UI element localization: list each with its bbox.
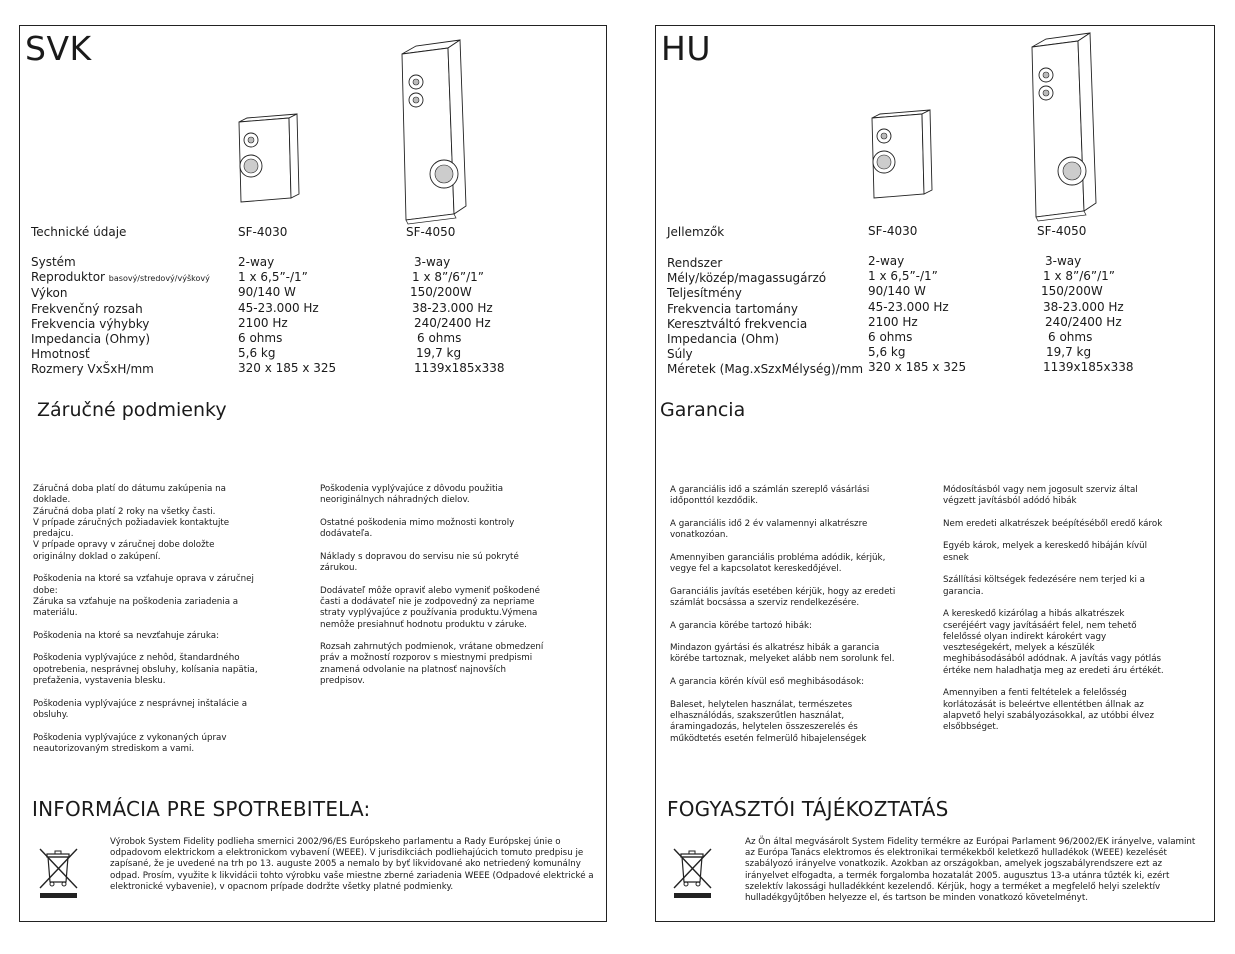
spec-value: 1 x 6,5”-/1”: [238, 270, 308, 285]
spec-value: 240/2400 Hz: [414, 315, 491, 330]
model-sf4050-header: SF-4050: [1037, 224, 1087, 238]
spec-value: 5,6 kg: [238, 346, 276, 361]
spec-values-sf4030: [238, 255, 336, 377]
spec-label: Mély/közép/magassugárzó: [667, 271, 827, 286]
spec-label: Teljesítmény: [667, 286, 742, 301]
spec-value: 6 ohms: [238, 331, 283, 346]
spec-label: Frekvencia výhybky: [31, 316, 150, 331]
spec-value: 2100 Hz: [868, 314, 918, 329]
warranty-left-column: [670, 485, 896, 756]
spec-value: 2-way: [868, 254, 905, 268]
spec-label: Systém: [31, 255, 76, 269]
spec-values-sf4050: [412, 255, 505, 377]
spec-label: Impedancia (Ohmy): [31, 332, 151, 347]
spec-label: Výkon: [31, 286, 68, 301]
warranty-paragraph: Záručná doba platí do dátumu zakúpenia na doklade. Záručná doba platí 2 roky na všetky časti. V prípade záručných požiadaviek kontaktujte predajcu. V prípade opravy v záručnej dobe doložte originálny doklad o zakúpení.: [33, 484, 230, 562]
spec-value: 320 x 185 x 325: [868, 360, 967, 375]
bookshelf-speaker-illustration: [868, 108, 933, 198]
weee-bin-icon: [671, 846, 715, 900]
spec-label: Méretek (Mag.xSzxMélység)/mm: [667, 362, 864, 377]
spec-value: 1139x185x338: [1043, 360, 1134, 375]
warranty-paragraph: Poškodenia vyplývajúce z nehôd, štandardného opotrebenia, nesprávnej obsluhy, kolísania napätia, preťaženia, vystavenia blesku.: [33, 653, 258, 687]
spec-label: Reproduktor: [31, 270, 105, 285]
model-sf4050-header: SF-4050: [406, 225, 456, 239]
model-sf4030-header: SF-4030: [238, 225, 288, 239]
warranty-paragraph: Poškodenia na ktoré sa vzťahuje oprava v záručnej dobe: Záruka sa vzťahuje na poškodenia zariadenia a materiálu.: [33, 574, 254, 619]
spec-value: 150/200W: [410, 285, 472, 300]
spec-value: 1 x 8”/6”/1”: [412, 270, 485, 285]
warranty-title: Garancia: [660, 399, 746, 421]
spec-label: Rendszer: [667, 256, 723, 270]
spec-value: 5,6 kg: [868, 345, 906, 360]
spec-value: 240/2400 Hz: [1045, 314, 1122, 329]
spec-value: 3-way: [414, 255, 451, 269]
warranty-paragraph: Rozsah zahrnutých podmienok, vrátane obmedzení práv a možností rozporov s miestnymi predpismi znamená odvolanie na platnosť najnovších predpisov.: [320, 642, 544, 687]
model-sf4030-header: SF-4030: [868, 224, 918, 238]
warranty-right-column: [320, 484, 552, 699]
warranty-paragraph: Poškodenia na ktoré sa nevzťahuje záruka:: [33, 630, 220, 641]
warranty-paragraph: Náklady s dopravou do servisu nie sú pokryté zárukou.: [320, 551, 519, 574]
warranty-paragraph: Módosításból vagy nem jogosult szerviz által végzett javításból adódó hibák: [943, 485, 1138, 507]
spec-value: 6 ohms: [417, 331, 462, 346]
warranty-paragraph: A garancia körébe tartozó hibák:: [670, 620, 812, 631]
warranty-paragraph: Szállítási költségek fedezésére nem terjed ki a garancia.: [943, 575, 1145, 597]
consumer-info-title: FOGYASZTÓI TÁJÉKOZTATÁS: [667, 797, 949, 821]
spec-label: Rozmery VxŠxH/mm: [31, 362, 154, 377]
spec-label-note: basový/stredový/výškový: [108, 274, 210, 284]
spec-value: 320 x 185 x 325: [238, 361, 337, 376]
spec-value: 2-way: [238, 255, 275, 269]
language-code: HU: [661, 29, 711, 68]
spec-value: 19,7 kg: [416, 346, 462, 361]
warranty-paragraph: Amennyiben a fenti feltételek a felelősség korlátozását is beleértve ellentétben állnak az alapvető helyi szabályozásokkal, az utóbbi élvez elsőbbséget.: [943, 688, 1155, 733]
svk-panel: [19, 25, 607, 922]
spec-value: 90/140 W: [238, 285, 296, 300]
spec-value: 2100 Hz: [238, 315, 288, 330]
bookshelf-speaker-illustration: [235, 112, 300, 202]
language-code: SVK: [25, 29, 92, 68]
spec-labels: [667, 256, 863, 378]
spec-label: Súly: [667, 347, 693, 362]
consumer-info-title: INFORMÁCIA PRE SPOTREBITELA:: [32, 797, 371, 821]
spec-value: 38-23.000 Hz: [412, 300, 493, 315]
spec-value: 1 x 8”/6”/1”: [1043, 269, 1116, 284]
warranty-right-column: [943, 485, 1168, 745]
warranty-title: Záručné podmienky: [37, 399, 227, 421]
spec-title: Jellemzők: [667, 225, 725, 239]
spec-values-sf4050: [1043, 254, 1134, 376]
warranty-paragraph: A garanciális idő 2 év valamennyi alkatrészre vonatkozóan.: [670, 518, 868, 541]
spec-value: 3-way: [1045, 254, 1082, 268]
spec-label: Hmotnosť: [31, 347, 90, 362]
warranty-paragraph: Baleset, helytelen használat, természetes elhasználódás, szakszerűtlen használat, áramingadozás, helytelen összeszerelés és működtetés esetén felmerülő hibajelenségek: [670, 699, 867, 744]
weee-bin-icon: [37, 846, 81, 900]
spec-label: Frekvencia tartomány: [667, 301, 799, 316]
spec-labels: [31, 255, 210, 378]
spec-value: 90/140 W: [868, 284, 926, 299]
consumer-info-text: Výrobok System Fidelity podlieha smernici 2002/96/ES Európskeho parlamentu a Rady Európskej únie o odpadovom elektrickom a elektronickom vybavení (WEEE). V jurisdikciách podliehajúcich tomuto predpisu je zapísané, že je uvedené na trh po 13. auguste 2005 a nemalo by byť likvidované ako netriedený komunálny odpad. Prosím, využite k likvidácii tohto výrobku vaše miestne zberné zariadenia WEEE (Odpadové elektrické a elektronické vybavenie), v opacnom prípade dodržte všetky platné podmienky.: [110, 837, 594, 892]
consumer-info-text: Az Ön által megvásárolt System Fidelity termékre az Európai Parlament 96/2002/EK irányelve, valamint az Európa Tanács elektromos és elektronikai termékekből keletkező hulladékok (WEEE) kezelését szabályozó irányelve vonatkozik. Azokban az országokban, amelyek jogszabályrendszere ezt az irányelvet elfogadta, a termék forgalomba hozatalát 2005. augusztus 13-a utánra tűzték ki, ezért szelektív lakossági hulladékként kezelendő. Kérjük, hogy a terméket a megfelelő helyi szelektív hulladékgyűjtőben helyezze el, és tartson be minden vonatkozó követelményt.: [745, 837, 1196, 904]
warranty-paragraph: Egyéb károk, melyek a kereskedő hibáján kívül esnek: [943, 541, 1148, 563]
spec-value: 38-23.000 Hz: [1043, 299, 1124, 314]
spec-title: Technické údaje: [31, 225, 127, 239]
tower-speaker-illustration: [400, 38, 470, 222]
warranty-paragraph: A garancia körén kívül eső meghibásodások:: [670, 677, 865, 688]
warranty-paragraph: Nem eredeti alkatrészek beépítéséből eredő károk: [943, 518, 1163, 529]
warranty-paragraph: Poškodenia vyplývajúce z vykonaných úprav neautorizovaným strediskom a vami.: [33, 732, 227, 754]
hu-panel: [655, 25, 1215, 922]
warranty-paragraph: A kereskedő kizárólag a hibás alkatrészek cseréjéért vagy javításáért felel, nem tehető felelőssé olyan indirekt károkért vagy veszteségekért, melyek a készülék meghibásodásából adódnak. A javítás vagy pótlás értéke nem haladhatja meg az eredeti áru értékét.: [943, 609, 1164, 676]
spec-values-sf4030: [868, 254, 966, 376]
spec-label-row: [31, 270, 210, 286]
warranty-paragraph: A garanciális idő a számlán szereplő vásárlási időponttól kezdődik.: [670, 485, 870, 507]
spec-value: 6 ohms: [868, 330, 913, 345]
spec-value: 1 x 6,5”-/1”: [868, 269, 938, 284]
warranty-paragraph: Mindazon gyártási és alkatrész hibák a garancia körébe tartoznak, melyeket alább nem sorolunk fel.: [670, 643, 895, 665]
spec-value: 19,7 kg: [1046, 345, 1092, 360]
spec-label: Frekvenčný rozsah: [31, 301, 143, 316]
spec-label: Keresztváltó frekvencia: [667, 316, 808, 331]
spec-label: Impedancia (Ohm): [667, 332, 780, 347]
spec-value: 1139x185x338: [414, 361, 505, 376]
spec-value: 45-23.000 Hz: [868, 299, 949, 314]
warranty-paragraph: Dodávateľ môže opraviť alebo vymeniť poškodené časti a dodávateľ nie je zodpovedný za nepriame straty vyplývajúce z používania produktu.Výmena nemôže presiahnuť hodnotu produktu v záruke.: [320, 585, 540, 630]
warranty-paragraph: Garanciális javítás esetében kérjük, hogy az eredeti számlát bocsássa a szerviz rendelkezésére.: [670, 586, 896, 608]
warranty-left-column: [33, 484, 258, 766]
spec-value: 6 ohms: [1048, 330, 1093, 345]
warranty-paragraph: Poškodenia vyplývajúce z dôvodu použitia neoriginálnych náhradných dielov.: [320, 484, 504, 506]
spec-value: 45-23.000 Hz: [238, 300, 319, 315]
warranty-paragraph: Ostatné poškodenia mimo možnosti kontroly dodávateľa.: [320, 517, 515, 540]
spec-value: 150/200W: [1041, 284, 1103, 299]
warranty-paragraph: Amennyiben garanciális probléma adódik, kérjük, vegye fel a kapcsolatot kereskedőjével.: [670, 552, 886, 575]
warranty-paragraph: Poškodenia vyplývajúce z nesprávnej inštalácie a obsluhy.: [33, 698, 248, 720]
tower-speaker-illustration: [1030, 31, 1100, 221]
